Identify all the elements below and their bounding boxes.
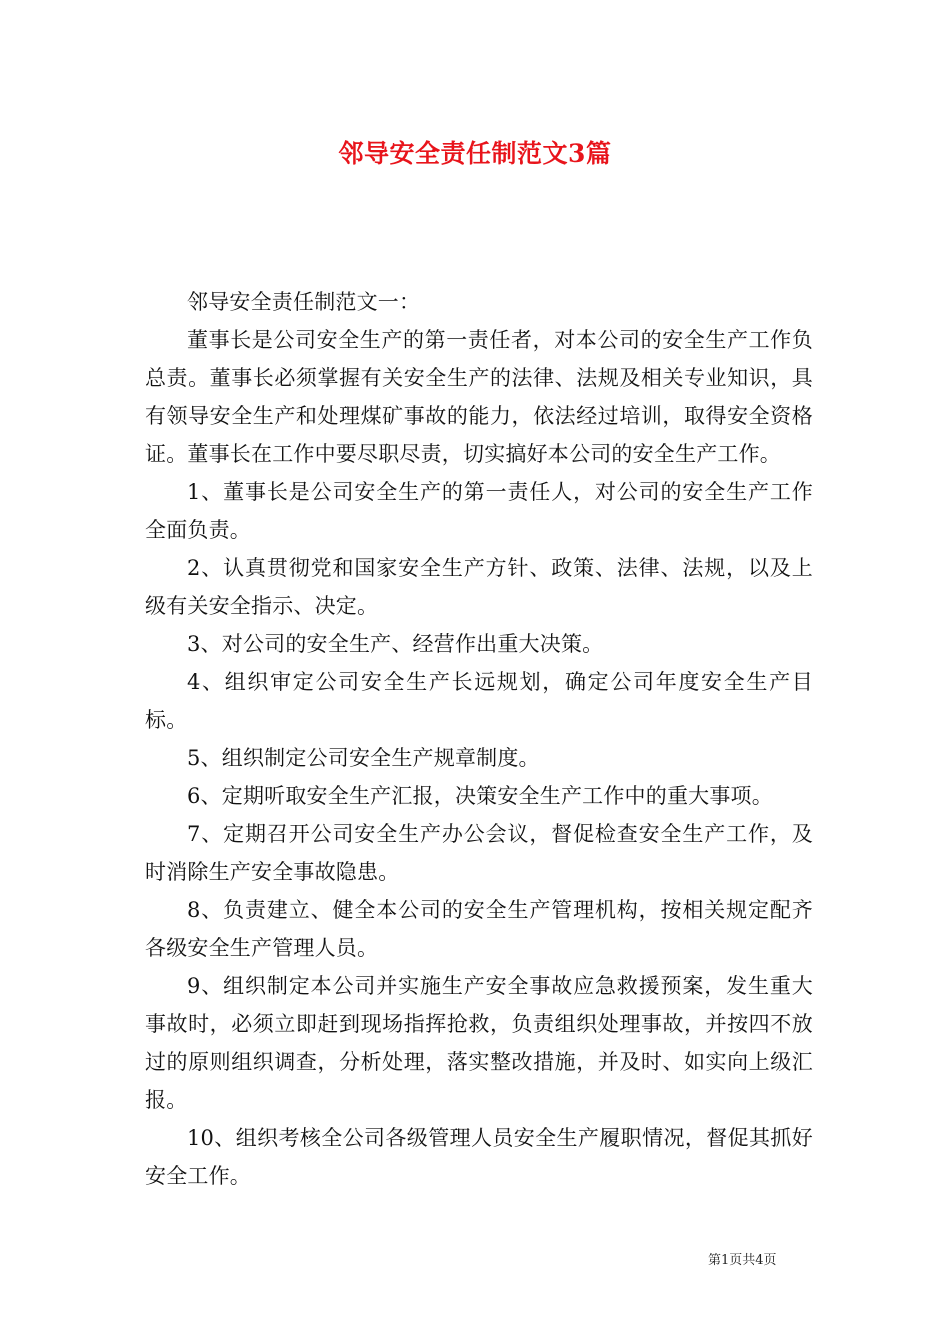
page-number: 第1页共4页 bbox=[708, 1253, 777, 1268]
list-item: 8、负责建立、健全本公司的安全生产管理机构，按相关规定配齐各级安全生产管理人员。 bbox=[145, 898, 813, 960]
list-item: 9、组织制定本公司并实施生产安全事故应急救援预案，发生重大事故时，必须立即赶到现场指挥抢救，负责组织处理事故，并按四不放过的原则组织调查，分析处理，落实整改措施，并及时、如实向上级汇报。 bbox=[145, 974, 813, 1112]
document-body bbox=[145, 283, 813, 1195]
document-title: 邻导安全责任制范文3篇 bbox=[338, 139, 612, 168]
list-item: 1、董事长是公司安全生产的第一责任人，对公司的安全生产工作全面负责。 bbox=[145, 480, 813, 542]
list-item: 2、认真贯彻党和国家安全生产方针、政策、法律、法规，以及上级有关安全指示、决定。 bbox=[145, 556, 813, 618]
list-item: 5、组织制定公司安全生产规章制度。 bbox=[187, 746, 540, 770]
list-item: 6、定期听取安全生产汇报，决策安全生产工作中的重大事项。 bbox=[187, 784, 773, 808]
list-item: 7、定期召开公司安全生产办公会议，督促检查安全生产工作，及时消除生产安全事故隐患。 bbox=[145, 822, 813, 884]
list-item: 10、组织考核全公司各级管理人员安全生产履职情况，督促其抓好安全工作。 bbox=[145, 1126, 813, 1188]
list-item: 3、对公司的安全生产、经营作出重大决策。 bbox=[187, 632, 604, 656]
list-item: 4、组织审定公司安全生产长远规划，确定公司年度安全生产目标。 bbox=[145, 670, 813, 732]
section-heading: 邻导安全责任制范文一： bbox=[187, 290, 421, 314]
body-paragraph: 董事长是公司安全生产的第一责任者，对本公司的安全生产工作负总责。董事长必须掌握有关安全生产的法律、法规及相关专业知识，具有领导安全生产和处理煤矿事故的能力，依法经过培训，取得安全资格证。董事长在工作中要尽职尽责，切实搞好本公司的安全生产工作。 bbox=[145, 328, 813, 466]
